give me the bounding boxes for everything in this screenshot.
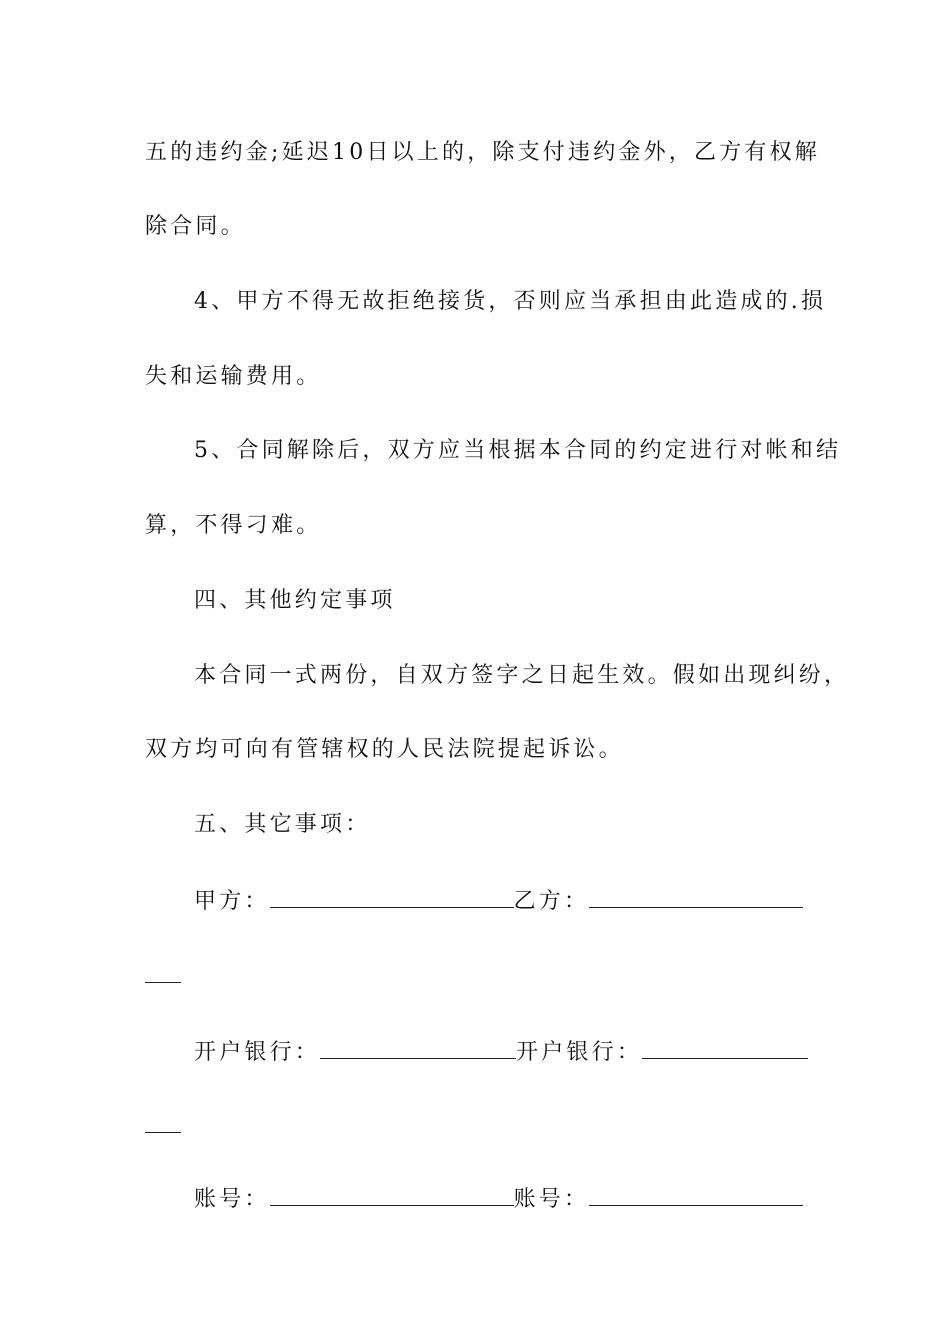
signature-account-row <box>194 1183 814 1215</box>
bank-b-blank[interactable] <box>642 1036 808 1059</box>
account-b-blank[interactable] <box>589 1183 803 1206</box>
paragraph-line: 本合同一式两份，自双方签字之日起生效。假如出现纠纷， <box>194 663 850 688</box>
bank-a-blank[interactable] <box>320 1036 516 1059</box>
account-b-label: 账号： <box>513 1187 590 1212</box>
bank-b-blank-continued[interactable] <box>145 1132 181 1133</box>
section-heading-5: 五、其它事项： <box>194 812 371 837</box>
party-a-label: 甲方： <box>194 889 270 914</box>
account-a-blank[interactable] <box>270 1183 514 1206</box>
party-a-blank[interactable] <box>270 885 514 908</box>
paragraph-line: 双方均可向有管辖权的人民法院提起诉讼。 <box>145 737 624 762</box>
clause-5-line: 5、合同解除后，双方应当根据本合同的约定进行对帐和结 <box>194 438 842 463</box>
clause-4-line: 失和运输费用。 <box>145 364 322 389</box>
bank-b-label: 开户银行： <box>516 1040 643 1065</box>
bank-a-label: 开户银行： <box>194 1040 321 1065</box>
paragraph-line: 五的违约金;延迟10日以上的，除支付违约金外，乙方有权解 <box>145 140 821 165</box>
clause-4-line: 4、甲方不得无故拒绝接货，否则应当承担由此造成的.损 <box>194 289 827 314</box>
party-b-label: 乙方： <box>513 889 590 914</box>
paragraph-line: 除合同。 <box>145 214 246 239</box>
signature-bank-row <box>194 1036 814 1068</box>
clause-5-line: 算，不得刁难。 <box>145 513 322 538</box>
signature-party-row <box>194 885 814 917</box>
account-a-label: 账号： <box>194 1187 270 1212</box>
party-b-blank[interactable] <box>589 885 803 908</box>
section-heading-4: 四、其他约定事项 <box>194 588 396 613</box>
party-b-blank-continued[interactable] <box>145 982 181 983</box>
